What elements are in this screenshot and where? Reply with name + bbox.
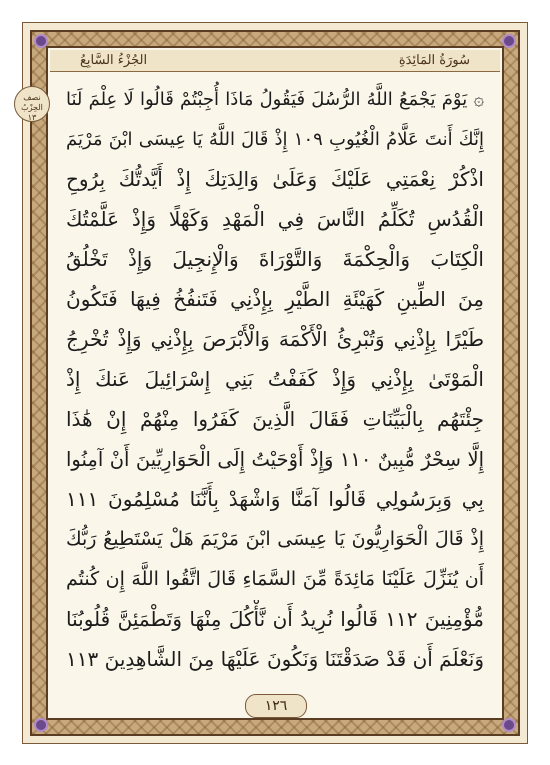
verse-line: مُّؤْمِنِينَ ١١٢ قَالُوا نُرِيدُ أَن نَّأْكُلَ مِنْهَا وَتَطْمَئِنَّ قُلُوبُنَا (66, 607, 484, 631)
verse-line: اذْكُرْ نِعْمَتِي عَلَيْكَ وَعَلَىٰ وَالِدَتِكَ إِذْ أَيَّدتُّكَ بِرُوحِ (66, 167, 484, 191)
verse-line: إِلَّا سِحْرٌ مُّبِينٌ ١١٠ وَإِذْ أَوْحَيْتُ إِلَى الْحَوَارِيِّينَ أَنْ آمِنُوا (66, 448, 484, 471)
verse-line: وَنَعْلَمَ أَن قَدْ صَدَقْتَنَا وَنَكُونَ عَلَيْهَا مِنَ الشَّاهِدِينَ ١١٣ (66, 647, 484, 671)
hizb-marker (14, 86, 50, 122)
hizb-line-1: نصف (23, 93, 41, 102)
verse-line: الْمَوْتَىٰ بِإِذْنِي وَإِذْ كَفَفْتُ بَنِي إِسْرَائِيلَ عَنكَ إِذْ (66, 367, 484, 391)
verse-text-block (66, 80, 484, 680)
verse-line: مِنَ الطِّينِ كَهَيْئَةِ الطَّيْرِ بِإِذْنِي فَتَنفُخُ فِيهَا فَتَكُونُ (66, 287, 484, 311)
verse-line: إِذْ قَالَ الْحَوَارِيُّونَ يَا عِيسَى ابْنَ مَرْيَمَ هَلْ يَسْتَطِيعُ رَبُّكَ (66, 528, 484, 550)
corner-flower-icon (504, 36, 514, 46)
verse-line: جِئْتَهُم بِالْبَيِّنَاتِ فَقَالَ الَّذِينَ كَفَرُوا مِنْهُمْ إِنْ هَٰذَا (66, 407, 484, 431)
page-number: ١٢٦ (245, 694, 307, 718)
verse-line: الْكِتَابَ وَالْحِكْمَةَ وَالتَّوْرَاةَ وَالْإِنجِيلَ وَإِذْ تَخْلُقُ (66, 247, 484, 271)
hizb-line-3: ١٣ (27, 113, 37, 122)
juz-title: الجُزْءُ السَّابِعُ (80, 53, 148, 68)
verse-line: أَن يُنَزِّلَ عَلَيْنَا مَائِدَةً مِّنَ السَّمَاءِ قَالَ اتَّقُوا اللَّهَ إِن كُنتُم (66, 568, 484, 590)
verse-line: بِي وَبِرَسُولِي قَالُوا آمَنَّا وَاشْهَدْ بِأَنَّنَا مُسْلِمُونَ ١١١ (66, 487, 484, 511)
corner-flower-icon (36, 720, 46, 730)
verse-line: طَيْرًا بِإِذْنِي وَتُبْرِئُ الْأَكْمَهَ وَالْأَبْرَصَ بِإِذْنِي وَإِذْ تُخْرِجُ (66, 327, 484, 351)
page-header (50, 50, 500, 72)
verse-line: إِنَّكَ أَنتَ عَلَّامُ الْغُيُوبِ ١٠٩ إِذْ قَالَ اللَّهُ يَا عِيسَى ابْنَ مَرْيَمَ (66, 129, 484, 150)
corner-flower-icon (504, 720, 514, 730)
corner-flower-icon (36, 36, 46, 46)
hizb-line-2: الحِزْبُ (21, 103, 43, 112)
verse-line: الْقُدُسِ تُكَلِّمُ النَّاسَ فِي الْمَهْدِ وَكَهْلًا وَإِذْ عَلَّمْتُكَ (66, 207, 484, 231)
surah-title: سُورَةُ المَائِدَةِ (398, 53, 470, 68)
verse-line: ۞ يَوْمَ يَجْمَعُ اللَّهُ الرُّسُلَ فَيَقُولُ مَاذَا أُجِبْتُمْ قَالُوا لَا عِلْمَ لَنَا (66, 89, 484, 110)
